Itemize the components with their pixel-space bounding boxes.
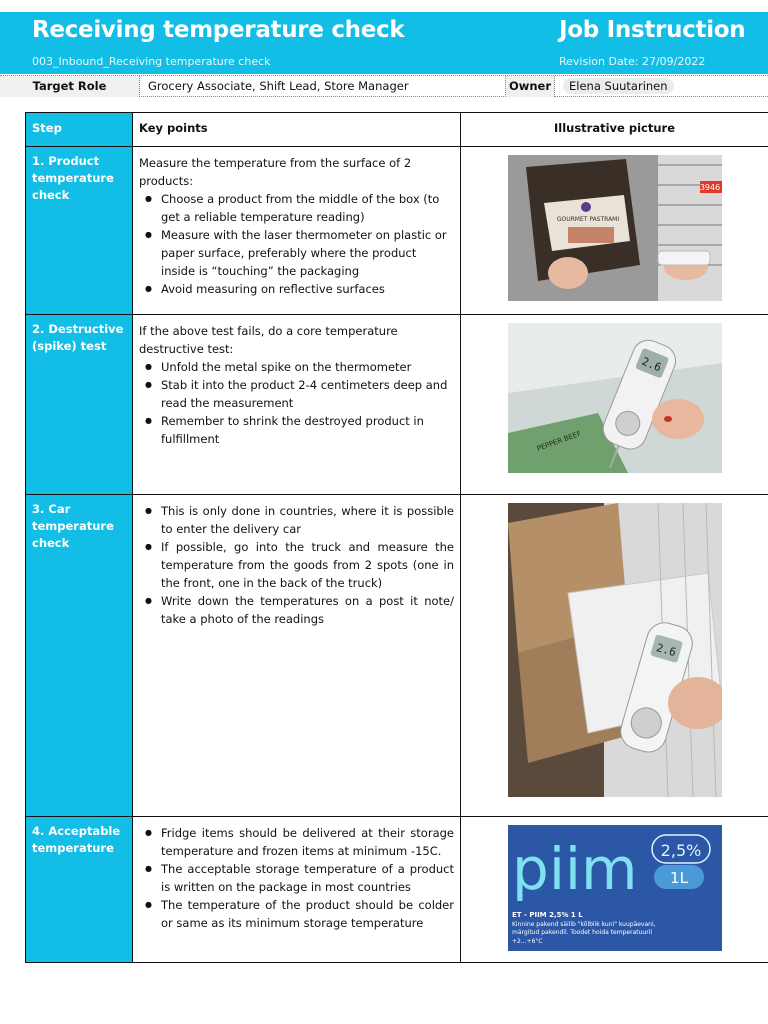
bullet-item: ● The acceptable storage temperature of a product is written on the package in most countries bbox=[139, 860, 454, 896]
photo-spike-thermometer bbox=[508, 323, 722, 473]
bullet-item: ● This is only done in countries, where it is possible to enter the delivery car bbox=[139, 502, 454, 538]
photo-milk-package-label bbox=[508, 825, 722, 951]
picture-cell bbox=[461, 495, 768, 817]
header-banner bbox=[0, 12, 768, 74]
bullet-item: ● The temperature of the product should be colder or same as its minimum storage temperature bbox=[139, 896, 454, 932]
key-points-cell bbox=[133, 495, 461, 817]
bullet-item: ● Unfold the metal spike on the thermometer bbox=[139, 358, 454, 376]
step-label: 2. Destructive (spike) test bbox=[26, 315, 133, 495]
bullet-item: ● If possible, go into the truck and measure the temperature from the goods from 2 spots (one in the front, one in the back of the truck) bbox=[139, 538, 454, 592]
table-row bbox=[26, 817, 768, 963]
owner-label: Owner bbox=[505, 76, 555, 97]
page-title: Receiving temperature check bbox=[32, 17, 405, 43]
target-role-value: Grocery Associate, Shift Lead, Store Manager bbox=[148, 79, 409, 93]
meta-row bbox=[0, 75, 768, 97]
photo-laser-thermometer-package bbox=[508, 155, 722, 301]
product-label: PEPPER BEEF bbox=[535, 429, 582, 453]
document-code: 003_Inbound_Receiving temperature check bbox=[32, 55, 271, 68]
step-label: 3. Car temperature check bbox=[26, 495, 133, 817]
table-row bbox=[26, 147, 768, 315]
document-type: Job Instruction bbox=[559, 17, 746, 43]
column-header-key-points: Key points bbox=[133, 113, 461, 147]
brand-name: piim bbox=[511, 835, 638, 903]
step-label: 4. Acceptable temperature bbox=[26, 817, 133, 963]
step-label: 1. Product temperature check bbox=[26, 147, 133, 315]
label-text-line: märgitud pakendil. Toodet hoida temperatuuril bbox=[511, 929, 652, 936]
thermometer-display: 2.6 bbox=[654, 641, 677, 660]
price-tag: 3946 bbox=[699, 183, 720, 192]
bullet-item: ● Stab it into the product 2-4 centimeters deep and read the measurement bbox=[139, 376, 454, 412]
thermometer-display: 2.6 bbox=[639, 354, 663, 375]
picture-cell bbox=[461, 147, 768, 315]
picture-cell bbox=[461, 817, 768, 963]
package-label: GOURMET PASTRAMI bbox=[556, 216, 619, 223]
key-points-intro: If the above test fails, do a core temperature destructive test: bbox=[139, 324, 398, 356]
label-text-line: ET - PIIM 2,5% 1 L bbox=[511, 911, 583, 919]
revision-date: Revision Date: 27/09/2022 bbox=[559, 55, 706, 68]
photo-truck-measurement bbox=[508, 503, 722, 797]
owner-chip[interactable]: Elena Suutarinen bbox=[563, 78, 674, 94]
bullet-item: ● Write down the temperatures on a post it note/ take a photo of the readings bbox=[139, 592, 454, 628]
fat-percentage: 2,5% bbox=[660, 841, 701, 860]
instruction-table bbox=[25, 112, 768, 963]
bullet-item: ● Remember to shrink the destroyed product in fulfillment bbox=[139, 412, 454, 448]
column-header-picture: Illustrative picture bbox=[461, 113, 768, 147]
table-header-row bbox=[26, 113, 768, 147]
key-points-cell bbox=[133, 147, 461, 315]
key-points-cell bbox=[133, 817, 461, 963]
bullet-item: ● Avoid measuring on reflective surfaces bbox=[139, 280, 454, 298]
column-header-step: Step bbox=[26, 113, 133, 147]
bullet-item: ● Fridge items should be delivered at their storage temperature and frozen items at minimum -15C. bbox=[139, 824, 454, 860]
table-row bbox=[26, 315, 768, 495]
label-text-line: +2...+6°C bbox=[511, 938, 543, 945]
label-text-line: Kinnine pakend säilib "kõlblik kuni" kuupäevani, bbox=[511, 921, 656, 928]
target-role-label: Target Role bbox=[0, 76, 140, 97]
picture-cell bbox=[461, 315, 768, 495]
bullet-item: ● Measure with the laser thermometer on plastic or paper surface, preferably where the product inside is “touching” the packaging bbox=[139, 226, 454, 280]
volume: 1L bbox=[669, 869, 688, 887]
key-points-cell bbox=[133, 315, 461, 495]
bullet-item: ● Choose a product from the middle of the box (to get a reliable temperature reading) bbox=[139, 190, 454, 226]
key-points-intro: Measure the temperature from the surface of 2 products: bbox=[139, 156, 412, 188]
table-row bbox=[26, 495, 768, 817]
